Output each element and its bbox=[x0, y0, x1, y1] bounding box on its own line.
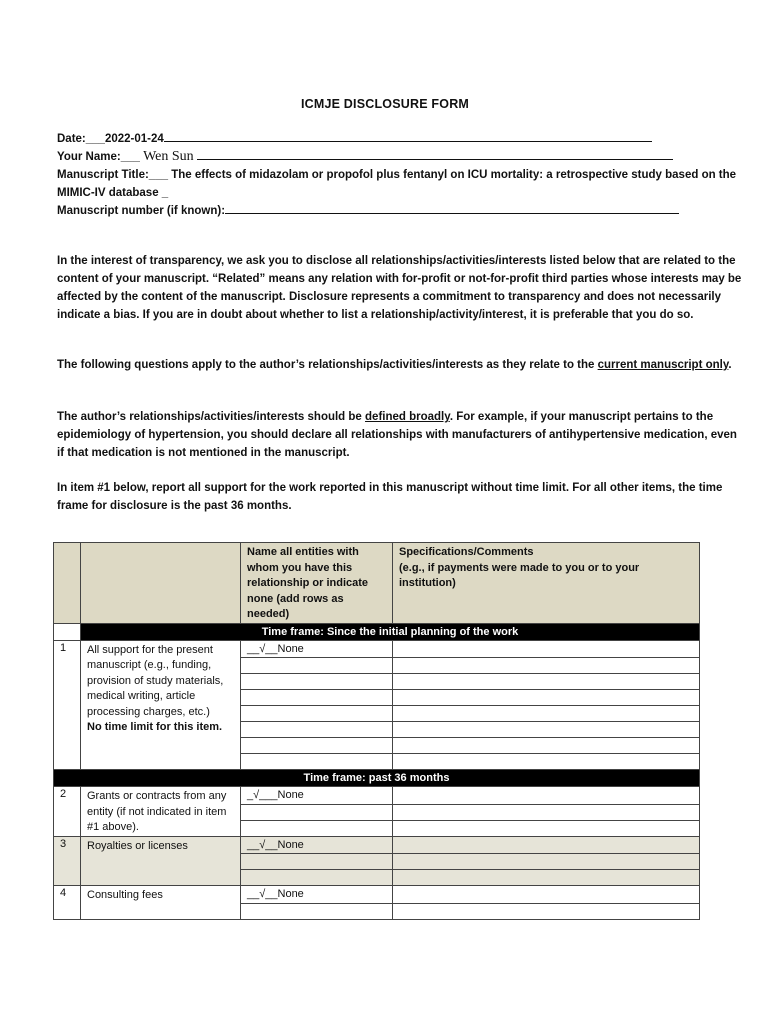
manuscript-number-label: Manuscript number (if known): bbox=[57, 205, 226, 217]
comment-cell[interactable] bbox=[393, 690, 700, 706]
entity-cell[interactable] bbox=[241, 854, 393, 870]
date-label: Date:___ bbox=[57, 133, 105, 145]
table-row bbox=[54, 836, 700, 854]
item-4-label: Consulting fees bbox=[81, 886, 241, 920]
form-title: ICMJE DISCLOSURE FORM bbox=[300, 97, 470, 111]
comment-cell[interactable] bbox=[393, 903, 700, 919]
entity-cell[interactable] bbox=[241, 804, 393, 820]
comment-cell[interactable] bbox=[393, 738, 700, 754]
manuscript-number-underline[interactable] bbox=[225, 202, 679, 214]
entity-cell[interactable] bbox=[241, 754, 393, 770]
item-2-number: 2 bbox=[54, 787, 81, 837]
intro-paragraph-3 bbox=[57, 408, 747, 462]
item-3-comment-cell[interactable] bbox=[393, 836, 700, 854]
entity-cell[interactable] bbox=[241, 722, 393, 738]
item-1-label bbox=[81, 640, 241, 770]
item-3-label: Royalties or licenses bbox=[81, 836, 241, 886]
item-1-text: All support for the present manuscript (e.g., funding, provision of study materials, medical writing, article processing charges, etc.) bbox=[87, 643, 224, 718]
p2-text: The following questions apply to the author’s relationships/activities/interests as they relate to the bbox=[57, 359, 598, 371]
manuscript-title-line bbox=[57, 166, 747, 202]
manuscript-number-line bbox=[57, 202, 747, 220]
entity-cell[interactable] bbox=[241, 690, 393, 706]
name-value[interactable]: Wen Sun bbox=[143, 149, 194, 164]
item-1-number: 1 bbox=[54, 640, 81, 770]
date-value[interactable]: 2022-01-24 bbox=[104, 133, 164, 145]
header-specifications bbox=[393, 543, 700, 624]
header-entities: Name all entities with whom you have this relationship or indicate none (add rows as needed) bbox=[241, 543, 393, 624]
header-item-cell bbox=[81, 543, 241, 624]
comment-cell[interactable] bbox=[393, 722, 700, 738]
table-row bbox=[54, 886, 700, 904]
entity-cell[interactable] bbox=[241, 658, 393, 674]
header-num-cell bbox=[54, 543, 81, 624]
item-2-label: Grants or contracts from any entity (if not indicated in item #1 above). bbox=[81, 787, 241, 837]
item-3-number: 3 bbox=[54, 836, 81, 886]
name-line bbox=[57, 148, 747, 166]
item-4-entity-entry[interactable]: __√__None bbox=[241, 886, 393, 904]
p3-rest: . For example, if your manuscript pertains to the epidemiology of hypertension, you should declare all relationships with manufacturers of antihypertensive medication, even if that medication is not mentioned in the manuscript. bbox=[57, 411, 737, 459]
p2-underlined: current manuscript only bbox=[597, 359, 729, 371]
item-1-bold-note: No time limit for this item. bbox=[87, 721, 223, 733]
table-header-row bbox=[54, 543, 700, 624]
item-2-comment-cell[interactable] bbox=[393, 787, 700, 805]
table-row bbox=[54, 640, 700, 658]
entity-cell[interactable] bbox=[241, 870, 393, 886]
item-2-entity-entry[interactable]: _√___None bbox=[241, 787, 393, 805]
item-3-entity-entry[interactable]: __√__None bbox=[241, 836, 393, 854]
band-1-text: Time frame: Since the initial planning of the work bbox=[81, 623, 700, 640]
time-frame-band-2 bbox=[54, 770, 700, 787]
entity-cell[interactable] bbox=[241, 706, 393, 722]
comment-cell[interactable] bbox=[393, 754, 700, 770]
p2-end: . bbox=[728, 359, 732, 371]
band-2-text: Time frame: past 36 months bbox=[54, 770, 700, 787]
form-fields bbox=[57, 130, 747, 220]
intro-paragraph-2 bbox=[57, 356, 747, 374]
entity-cell[interactable] bbox=[241, 903, 393, 919]
date-line bbox=[57, 130, 747, 148]
item-4-number: 4 bbox=[54, 886, 81, 920]
name-underline bbox=[197, 148, 673, 160]
intro-paragraph-4: In item #1 below, report all support for the work reported in this manuscript without time limit. For all other items, the time frame for disclosure is the past 36 months. bbox=[57, 482, 723, 512]
disclosure-table bbox=[53, 542, 700, 920]
item-4-comment-cell[interactable] bbox=[393, 886, 700, 904]
name-label: Your Name:___ bbox=[57, 151, 140, 163]
band-1-gap bbox=[54, 623, 81, 640]
comment-cell[interactable] bbox=[393, 870, 700, 886]
p3-underlined: defined broadly bbox=[365, 411, 450, 423]
manuscript-title-value[interactable]: The effects of midazolam or propofol plus fentanyl on ICU mortality: a retrospective study based on the MIMIC-IV database _ bbox=[57, 169, 737, 199]
entity-cell[interactable] bbox=[241, 820, 393, 836]
entity-cell[interactable] bbox=[241, 674, 393, 690]
time-frame-band-1 bbox=[54, 623, 700, 640]
p3-text: The author’s relationships/activities/interests should be bbox=[57, 411, 366, 423]
manuscript-title-label: Manuscript Title:___ bbox=[57, 169, 168, 181]
comment-cell[interactable] bbox=[393, 706, 700, 722]
header-specs-title: Specifications/Comments bbox=[399, 546, 534, 558]
entity-cell[interactable] bbox=[241, 738, 393, 754]
header-specs-note: (e.g., if payments were made to you or to your institution) bbox=[399, 561, 640, 589]
comment-cell[interactable] bbox=[393, 804, 700, 820]
item-1-entity-entry[interactable]: __√__None bbox=[241, 640, 393, 658]
comment-cell[interactable] bbox=[393, 854, 700, 870]
date-underline bbox=[164, 130, 652, 142]
comment-cell[interactable] bbox=[393, 658, 700, 674]
intro-paragraph-1: In the interest of transparency, we ask you to disclose all relationships/activities/interests listed below that are related to the content of your manuscript. “Related” means any relation with for-profit or not-for-profit third parties whose interests may be affected by the content of the manuscript. Disclosure represents a commitment to transparency and does not necessarily indicate a bias. If you are in doubt about whether to list a relationship/activity/interest, it is preferable that you do so. bbox=[57, 255, 742, 321]
comment-cell[interactable] bbox=[393, 820, 700, 836]
table-row bbox=[54, 787, 700, 805]
item-1-comment-cell[interactable] bbox=[393, 640, 700, 658]
comment-cell[interactable] bbox=[393, 674, 700, 690]
